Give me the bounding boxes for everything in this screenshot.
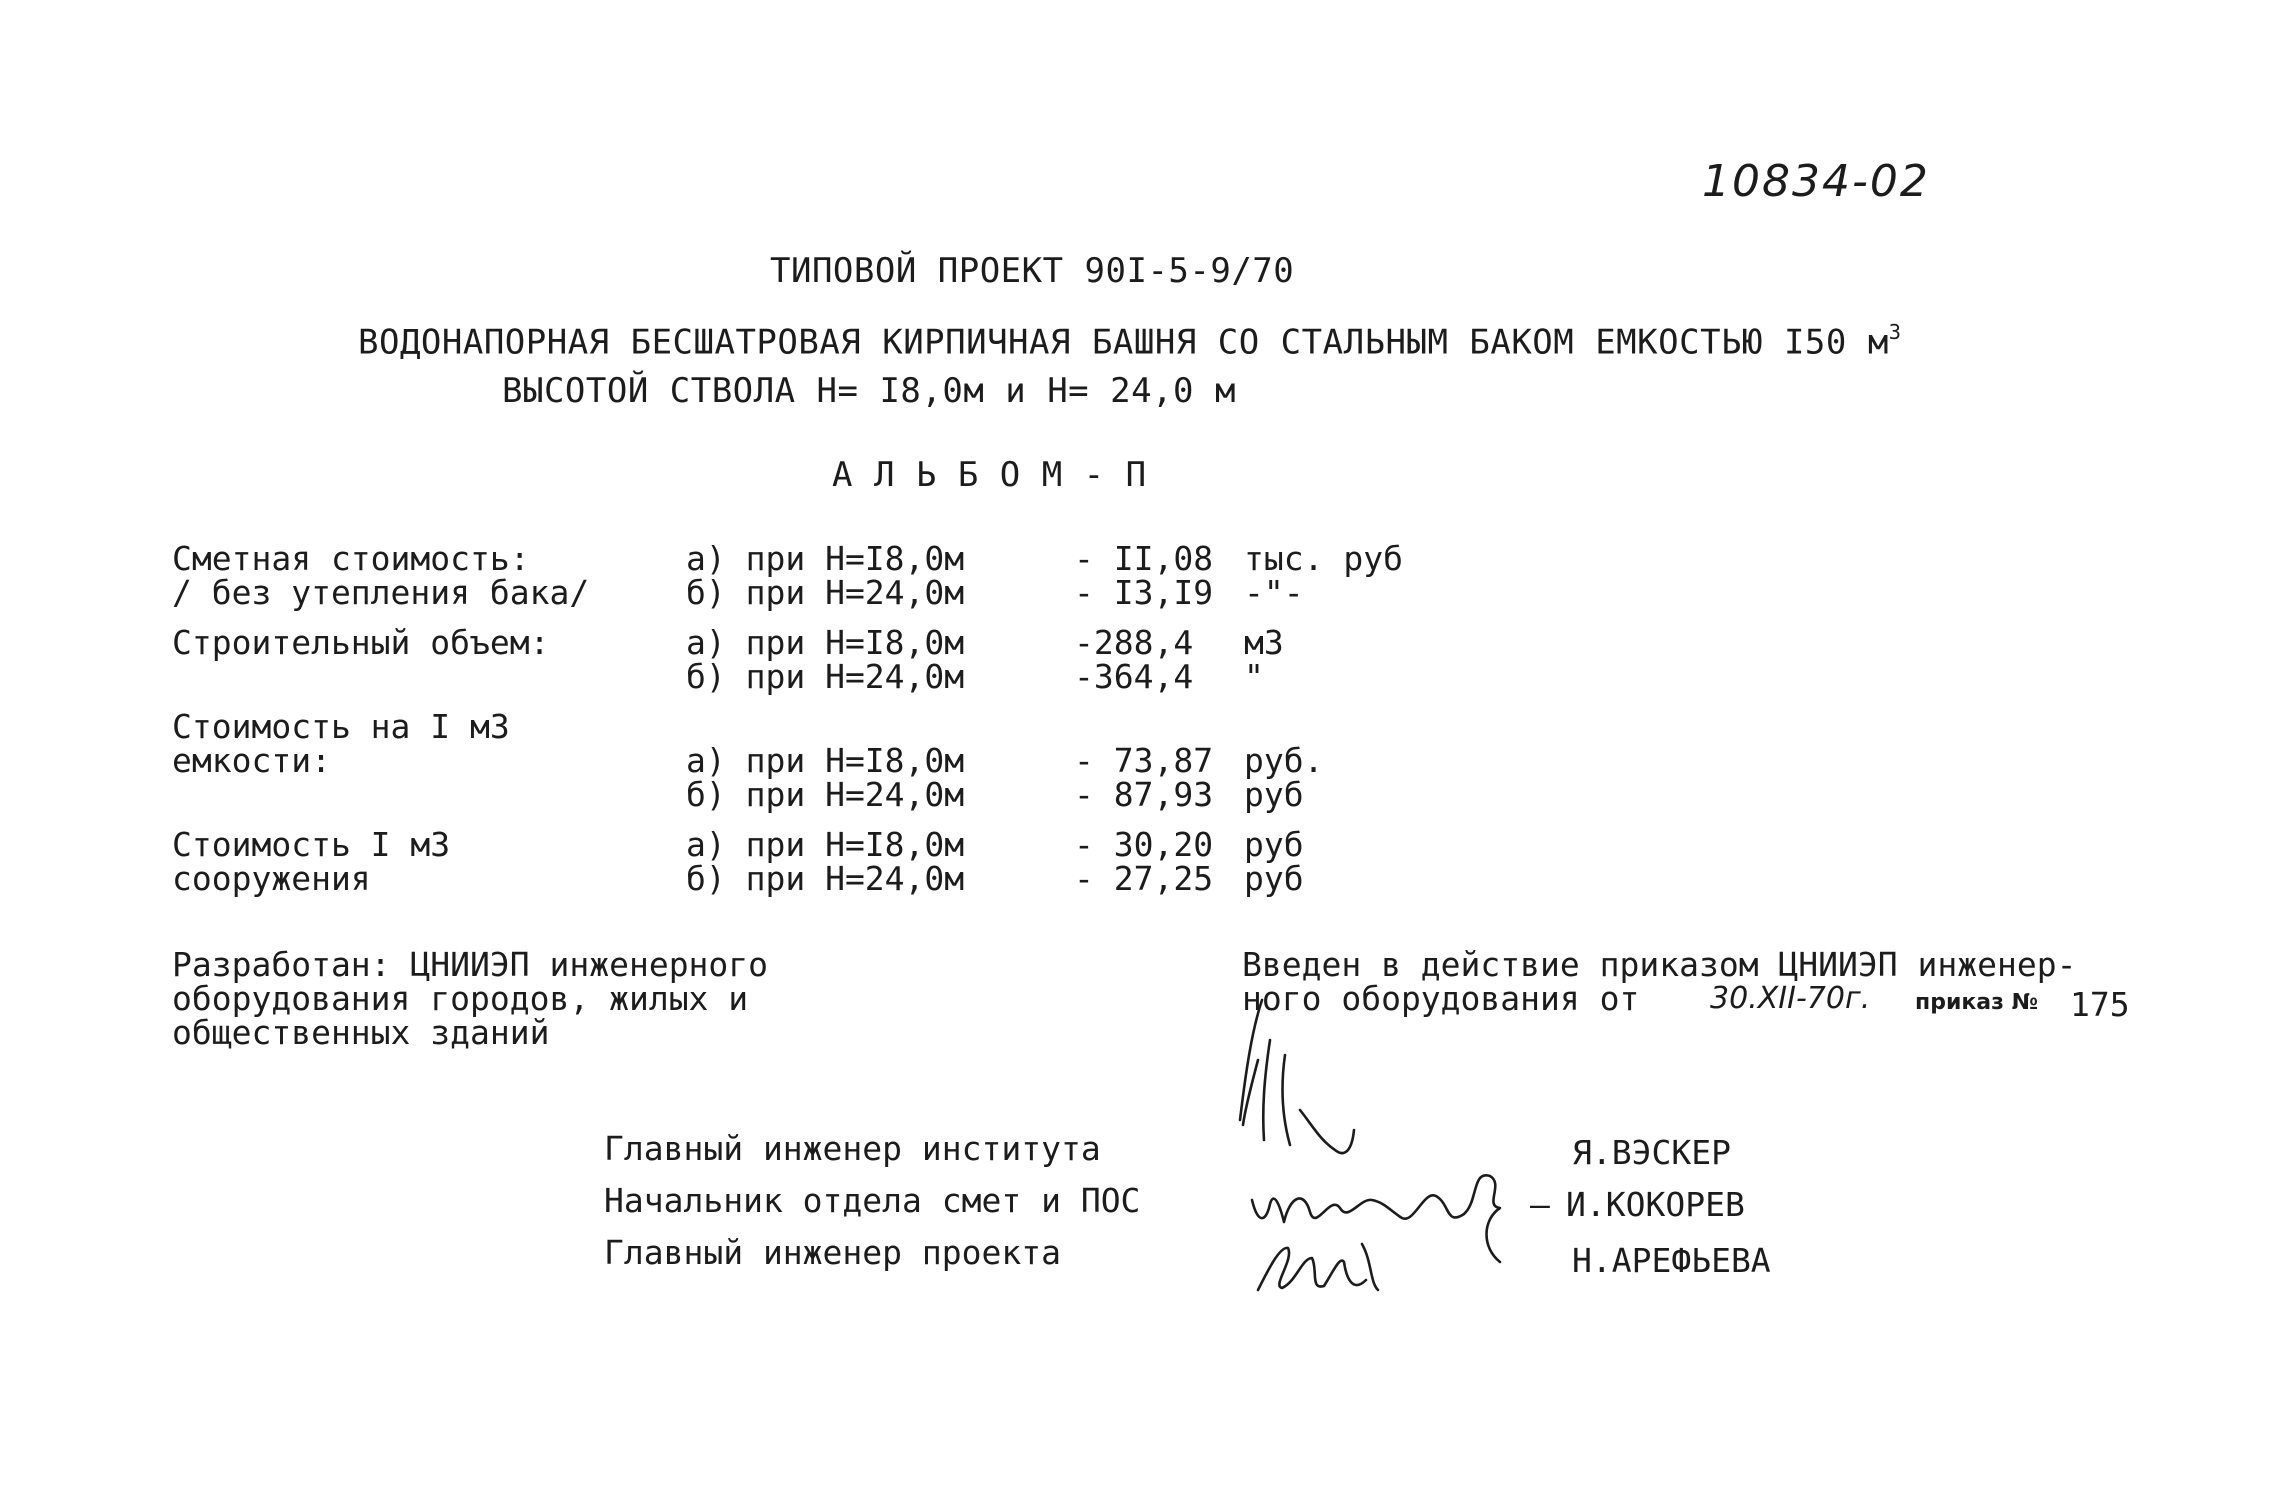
spec-variant: б) при Н=24,0м <box>686 775 965 814</box>
project-title-line2: ВЫСОТОЙ СТВОЛА Н= I8,0м и Н= 24,0 м <box>502 371 1236 411</box>
title-text: ВОДОНАПОРНАЯ БЕСШАТРОВАЯ КИРПИЧНАЯ БАШНЯ СО СТАЛЬНЫМ БАКОМ ЕМКОСТЬЮ I50 м <box>358 322 1889 363</box>
spec-unit: -"- <box>1244 573 1304 612</box>
enacted-line2: ного оборудования от <box>1242 979 1640 1018</box>
spec-unit: руб <box>1244 775 1304 814</box>
spec-label: Стоимость I м3 <box>172 825 451 864</box>
spec-unit: м3 <box>1244 623 1284 662</box>
signatory-role: Главный инженер института <box>604 1129 1101 1168</box>
spec-variant: а) при Н=I8,0м <box>686 539 965 578</box>
spec-value: -288,4 <box>1074 623 1194 662</box>
spec-value: -364,4 <box>1074 657 1194 696</box>
signatory-dash: – <box>1530 1185 1550 1224</box>
developer-line: общественных зданий <box>172 1013 550 1052</box>
enacted-line1: Введен в действие приказом ЦНИИЭП инженер- <box>1242 945 2077 984</box>
signatory-name: Н.АРЕФЬЕВА <box>1572 1241 1771 1280</box>
signatory-name: И.КОКОРЕВ <box>1566 1185 1745 1224</box>
spec-label: Сметная стоимость: <box>172 539 530 578</box>
spec-variant: б) при Н=24,0м <box>686 573 965 612</box>
spec-label: сооружения <box>172 859 371 898</box>
enacted-order-label: приказ № <box>1915 990 2039 1015</box>
project-code: ТИПОВОЙ ПРОЕКТ 90I-5-9/70 <box>770 251 1295 291</box>
document-number: 10834-02 <box>1702 156 1930 207</box>
spec-value: - 87,93 <box>1074 775 1214 814</box>
title-superscript: 3 <box>1888 320 1902 344</box>
spec-label: Строительный объем: <box>172 623 550 662</box>
spec-variant: а) при Н=I8,0м <box>686 623 965 662</box>
spec-unit: руб <box>1244 825 1304 864</box>
enacted-order-number: 175 <box>2070 985 2130 1024</box>
spec-unit: тыс. руб <box>1244 539 1403 578</box>
signatory-role: Начальник отдела смет и ПОС <box>604 1181 1141 1220</box>
spec-variant: б) при Н=24,0м <box>686 657 965 696</box>
spec-value: - II,08 <box>1074 539 1214 578</box>
spec-label: / без утепления бака/ <box>172 573 590 612</box>
developer-line: Разработан: ЦНИИЭП инженерного <box>172 945 769 984</box>
signatory-name: Я.ВЭСКЕР <box>1572 1133 1731 1172</box>
enacted-date: 30.XII-70г. <box>1710 981 1871 1016</box>
spec-value: - 30,20 <box>1074 825 1214 864</box>
spec-variant: а) при Н=I8,0м <box>686 825 965 864</box>
spec-variant: а) при Н=I8,0м <box>686 741 965 780</box>
spec-value: - 73,87 <box>1074 741 1214 780</box>
signature-veskler <box>1240 1000 1354 1153</box>
signatory-role: Главный инженер проекта <box>604 1233 1061 1272</box>
album-label: А Л Ь Б О М - П <box>832 455 1147 495</box>
spec-label: емкости: <box>172 741 331 780</box>
spec-value: - 27,25 <box>1074 859 1214 898</box>
spec-variant: б) при Н=24,0м <box>686 859 965 898</box>
developer-line: оборудования городов, жилых и <box>172 979 749 1018</box>
spec-unit: руб <box>1244 859 1304 898</box>
signature-arefeva <box>1258 1244 1378 1290</box>
spec-label: Стоимость на I м3 <box>172 707 510 746</box>
spec-value: - I3,I9 <box>1074 573 1214 612</box>
spec-unit: руб. <box>1244 741 1324 780</box>
spec-unit: " <box>1244 657 1264 696</box>
